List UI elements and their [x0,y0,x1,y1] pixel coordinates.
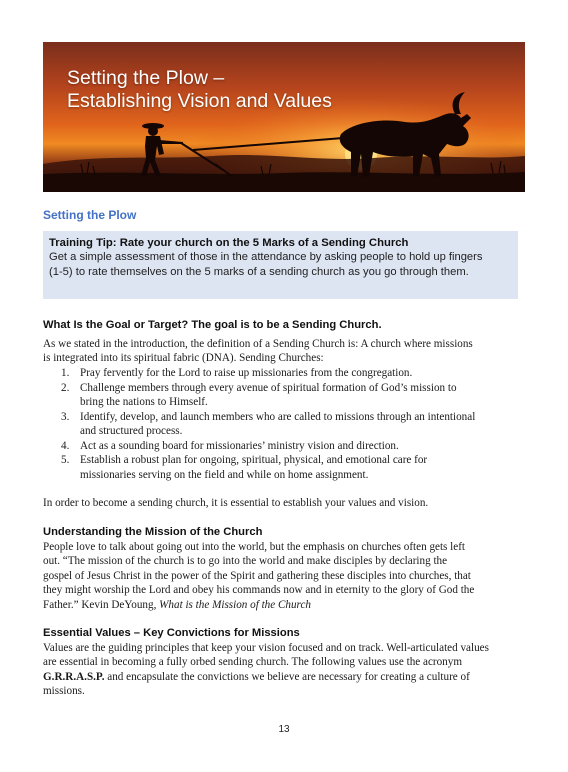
list-item [43,381,523,410]
list-item [43,410,523,439]
page-number: 13 [278,724,290,735]
goal-section [43,318,529,366]
list-item [43,453,523,482]
mission-line-5 [43,598,529,613]
values-heading: Essential Values – Key Convictions for Missions [43,627,300,639]
list-item-number: 2. [61,381,70,394]
hero-title-line-1: Setting the Plow – [67,67,225,89]
mission-line-4: they might worship the Lord and obey his commands now and in eternity to the glory of God the [43,584,475,596]
plowing-silhouette-image [43,42,525,192]
training-tip-box [43,231,518,299]
mission-book-title: What is the Mission of the Church [159,598,311,611]
list-item [43,366,523,381]
hero-banner [43,42,525,192]
hero-title [67,67,332,113]
list-item-number: 5. [61,454,70,466]
values-line-2: are essential in becoming a fully orbed sending church. The following values use the acronym [43,656,462,668]
values-acronym: G.R.R.A.S.P. [43,670,105,683]
list-item-text: and structured process. [80,425,183,437]
goal-intro-line-1: As we stated in the introduction, the definition of a Sending Church is: A church where missions [43,337,473,350]
values-section [43,626,529,699]
list-item-number: 3. [61,410,70,423]
list-item-text: Pray fervently for the Lord to raise up missionaries from the congregation. [80,367,413,379]
list-item-text: Challenge members through every avenue of spiritual formation of God’s mission to [80,381,457,394]
mission-line-3: gospel of Jesus Christ in the power of the Spirit and gathering these disciples into churches, that [43,569,471,582]
list-item [43,439,523,454]
list-item-text: Establish a robust plan for ongoing, spiritual, physical, and emotional care for [80,454,428,466]
goal-closing: In order to become a sending church, it is essential to establish your values and vision. [43,497,429,509]
hero-title-line-2: Establishing Vision and Values [67,90,332,112]
training-tip-line-2: (1-5) to rate themselves on the 5 marks of a sending church as you go through them. [49,266,469,278]
list-item-number: 1. [61,367,70,379]
mission-attribution: Father.” Kevin DeYoung, [43,598,160,611]
sending-church-marks-list [43,366,523,482]
values-line-3 [43,670,529,685]
list-item-text: bring the nations to Himself. [80,396,208,408]
mission-line-1: People love to talk about going out into the world, but the emphasis on churches often gets left [43,540,466,553]
list-item-text: Identify, develop, and launch members who are called to missions through an intentional [80,410,476,423]
values-line-1: Values are the guiding principles that keep your vision focused and on track. Well-articulated values [43,641,489,654]
training-tip-title: Training Tip: Rate your church on the 5 Marks of a Sending Church [49,237,409,249]
section-heading: Setting the Plow [43,208,137,222]
training-tip-line-1: Get a simple assessment of those in the attendance by asking people to hold up fingers [49,251,483,263]
list-item-text: Act as a sounding board for missionaries’ ministry vision and direction. [80,439,399,452]
mission-line-2: out. “The mission of the church is to go into the world and make disciples by declaring the [43,555,448,567]
list-item-text: missionaries serving on the field and while on home assignment. [80,468,369,481]
goal-heading: What Is the Goal or Target? The goal is to be a Sending Church. [43,319,382,331]
goal-intro-line-2: is integrated into its spiritual fabric (DNA). Sending Churches: [43,352,324,364]
mission-heading: Understanding the Mission of the Church [43,526,263,538]
list-item-number: 4. [61,439,70,452]
mission-section [43,525,529,612]
values-line-4: missions. [43,685,85,697]
values-line-3-rest: and encapsulate the convictions we believe are necessary for creating a culture of [104,670,470,683]
